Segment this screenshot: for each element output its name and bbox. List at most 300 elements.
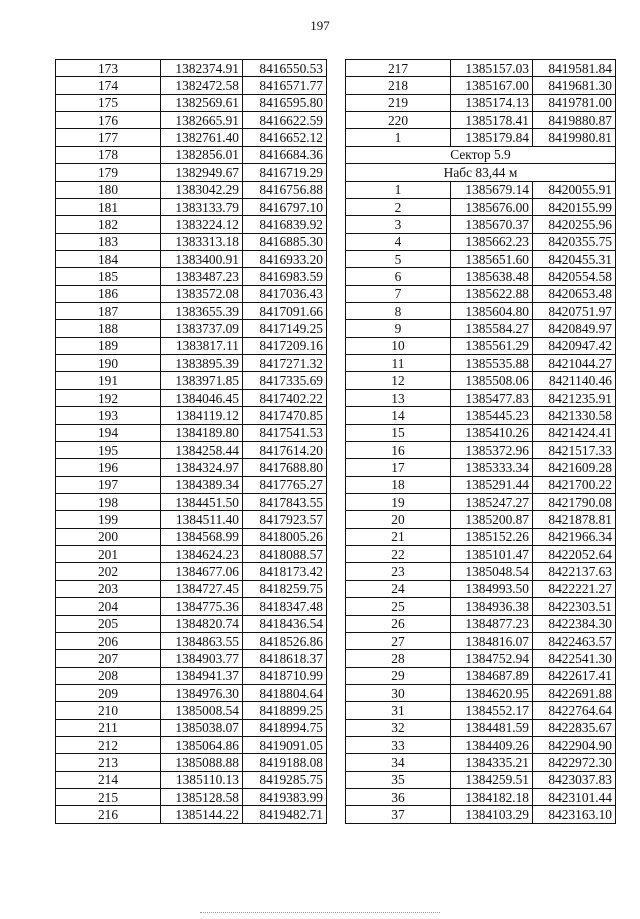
y-coordinate-cell: 8417402.22 [243,389,327,406]
table-row [56,598,327,615]
point-number-cell: 17 [346,459,451,476]
x-coordinate-cell: 1384182.18 [451,789,533,806]
point-number-cell: 200 [56,528,161,545]
table-row [56,372,327,389]
point-number-cell: 219 [346,94,451,111]
y-coordinate-cell: 8419091.05 [243,737,327,754]
x-coordinate-cell: 1382569.61 [161,94,243,111]
scan-artifact [200,912,440,915]
table-row [56,476,327,493]
x-coordinate-cell: 1385604.80 [451,303,533,320]
y-coordinate-cell: 8416719.29 [243,164,327,181]
x-coordinate-cell: 1385670.37 [451,216,533,233]
point-number-cell: 196 [56,459,161,476]
point-number-cell: 173 [56,60,161,77]
table-row [346,198,616,215]
x-coordinate-cell: 1384568.99 [161,528,243,545]
y-coordinate-cell: 8416839.92 [243,216,327,233]
x-coordinate-cell: 1384481.59 [451,719,533,736]
y-coordinate-cell: 8418173.42 [243,563,327,580]
x-coordinate-cell: 1384903.77 [161,650,243,667]
y-coordinate-cell: 8417843.55 [243,493,327,510]
x-coordinate-cell: 1384451.50 [161,493,243,510]
point-number-cell: 216 [56,806,161,823]
x-coordinate-cell: 1385200.87 [451,511,533,528]
y-coordinate-cell: 8422463.57 [533,632,616,649]
coordinates-table-right [345,59,616,824]
x-coordinate-cell: 1385048.54 [451,563,533,580]
x-coordinate-cell: 1383042.29 [161,181,243,198]
y-coordinate-cell: 8423101.44 [533,789,616,806]
point-number-cell: 34 [346,754,451,771]
x-coordinate-cell: 1384389.34 [161,476,243,493]
y-coordinate-cell: 8422052.64 [533,546,616,563]
table-row [56,60,327,77]
y-coordinate-cell: 8417036.43 [243,285,327,302]
table-row [346,424,616,441]
point-number-cell: 33 [346,737,451,754]
table-row [56,563,327,580]
table-row [56,285,327,302]
y-coordinate-cell: 8423163.10 [533,806,616,823]
point-number-cell: 188 [56,320,161,337]
point-number-cell: 179 [56,164,161,181]
y-coordinate-cell: 8421966.34 [533,528,616,545]
x-coordinate-cell: 1382665.91 [161,112,243,129]
y-coordinate-cell: 8421330.58 [533,407,616,424]
point-number-cell: 32 [346,719,451,736]
point-number-cell: 31 [346,702,451,719]
x-coordinate-cell: 1383487.23 [161,268,243,285]
y-coordinate-cell: 8419581.84 [533,60,616,77]
point-number-cell: 26 [346,615,451,632]
table-row [346,632,616,649]
y-coordinate-cell: 8421790.08 [533,493,616,510]
point-number-cell: 215 [56,789,161,806]
table-row [346,806,616,823]
table-row [56,250,327,267]
x-coordinate-cell: 1382761.40 [161,129,243,146]
y-coordinate-cell: 8423037.83 [533,771,616,788]
x-coordinate-cell: 1382374.91 [161,60,243,77]
point-number-cell: 189 [56,337,161,354]
x-coordinate-cell: 1385508.06 [451,372,533,389]
table-row [346,667,616,684]
y-coordinate-cell: 8421140.46 [533,372,616,389]
point-number-cell: 194 [56,424,161,441]
x-coordinate-cell: 1384941.37 [161,667,243,684]
x-coordinate-cell: 1385445.23 [451,407,533,424]
x-coordinate-cell: 1385167.00 [451,77,533,94]
table-row [346,771,616,788]
x-coordinate-cell: 1383572.08 [161,285,243,302]
point-number-cell: 10 [346,337,451,354]
y-coordinate-cell: 8421517.33 [533,441,616,458]
table-row [346,320,616,337]
point-number-cell: 21 [346,528,451,545]
table-row [346,268,616,285]
page-number: 197 [310,18,330,33]
point-number-cell: 11 [346,355,451,372]
table-row [346,407,616,424]
y-coordinate-cell: 8422691.88 [533,684,616,701]
point-number-cell: 27 [346,632,451,649]
table-row [56,580,327,597]
point-number-cell: 198 [56,493,161,510]
y-coordinate-cell: 8421878.81 [533,511,616,528]
table-row [56,615,327,632]
table-row [346,112,616,129]
table-row [346,285,616,302]
x-coordinate-cell: 1384552.17 [451,702,533,719]
y-coordinate-cell: 8419880.87 [533,112,616,129]
point-number-cell: 5 [346,250,451,267]
point-number-cell: 206 [56,632,161,649]
x-coordinate-cell: 1384258.44 [161,441,243,458]
y-coordinate-cell: 8419781.00 [533,94,616,111]
table-row [346,615,616,632]
y-coordinate-cell: 8421700.22 [533,476,616,493]
point-number-cell: 193 [56,407,161,424]
y-coordinate-cell: 8416595.80 [243,94,327,111]
x-coordinate-cell: 1384993.50 [451,580,533,597]
y-coordinate-cell: 8421044.27 [533,355,616,372]
table-row [346,737,616,754]
x-coordinate-cell: 1385101.47 [451,546,533,563]
point-number-cell: 185 [56,268,161,285]
point-number-cell: 190 [56,355,161,372]
y-coordinate-cell: 8417923.57 [243,511,327,528]
x-coordinate-cell: 1383400.91 [161,250,243,267]
x-coordinate-cell: 1385179.84 [451,129,533,146]
x-coordinate-cell: 1383224.12 [161,216,243,233]
x-coordinate-cell: 1385064.86 [161,737,243,754]
x-coordinate-cell: 1382856.01 [161,146,243,163]
y-coordinate-cell: 8416797.10 [243,198,327,215]
y-coordinate-cell: 8416571.77 [243,77,327,94]
point-number-cell: 9 [346,320,451,337]
x-coordinate-cell: 1384816.07 [451,632,533,649]
table-row [346,493,616,510]
y-coordinate-cell: 8417541.53 [243,424,327,441]
y-coordinate-cell: 8422972.30 [533,754,616,771]
point-number-cell: 184 [56,250,161,267]
y-coordinate-cell: 8420055.91 [533,181,616,198]
sector-subtitle: Набс 83,44 м [346,164,616,181]
table-row [346,476,616,493]
point-number-cell: 204 [56,598,161,615]
table-row [346,233,616,250]
y-coordinate-cell: 8416933.20 [243,250,327,267]
table-row [56,667,327,684]
y-coordinate-cell: 8422617.41 [533,667,616,684]
table-row [56,441,327,458]
y-coordinate-cell: 8420554.58 [533,268,616,285]
sector-title: Сектор 5.9 [346,146,616,163]
table-row [346,337,616,354]
y-coordinate-cell: 8419681.30 [533,77,616,94]
x-coordinate-cell: 1384335.21 [451,754,533,771]
table-row [346,719,616,736]
y-coordinate-cell: 8417209.16 [243,337,327,354]
point-number-cell: 191 [56,372,161,389]
table-row [56,632,327,649]
point-number-cell: 28 [346,650,451,667]
y-coordinate-cell: 8421609.28 [533,459,616,476]
x-coordinate-cell: 1385157.03 [451,60,533,77]
point-number-cell: 7 [346,285,451,302]
x-coordinate-cell: 1384409.26 [451,737,533,754]
x-coordinate-cell: 1384620.95 [451,684,533,701]
x-coordinate-cell: 1385561.29 [451,337,533,354]
y-coordinate-cell: 8418899.25 [243,702,327,719]
y-coordinate-cell: 8416684.36 [243,146,327,163]
y-coordinate-cell: 8418259.75 [243,580,327,597]
y-coordinate-cell: 8418710.99 [243,667,327,684]
point-number-cell: 183 [56,233,161,250]
table-row [56,771,327,788]
point-number-cell: 35 [346,771,451,788]
y-coordinate-cell: 8418804.64 [243,684,327,701]
table-row [346,511,616,528]
x-coordinate-cell: 1383737.09 [161,320,243,337]
point-number-cell: 19 [346,493,451,510]
table-row [56,459,327,476]
table-row [56,320,327,337]
x-coordinate-cell: 1382472.58 [161,77,243,94]
table-row [56,719,327,736]
table-row [56,233,327,250]
point-number-cell: 207 [56,650,161,667]
point-number-cell: 29 [346,667,451,684]
table-row [56,112,327,129]
y-coordinate-cell: 8417614.20 [243,441,327,458]
y-coordinate-cell: 8422384.30 [533,615,616,632]
table-row [346,303,616,320]
table-row [56,737,327,754]
point-number-cell: 36 [346,789,451,806]
point-number-cell: 18 [346,476,451,493]
x-coordinate-cell: 1385038.07 [161,719,243,736]
point-number-cell: 214 [56,771,161,788]
x-coordinate-cell: 1385651.60 [451,250,533,267]
table-row [56,337,327,354]
table-row [56,198,327,215]
y-coordinate-cell: 8422303.51 [533,598,616,615]
point-number-cell: 182 [56,216,161,233]
point-number-cell: 208 [56,667,161,684]
table-row [56,546,327,563]
point-number-cell: 209 [56,684,161,701]
point-number-cell: 218 [346,77,451,94]
point-number-cell: 15 [346,424,451,441]
x-coordinate-cell: 1384863.55 [161,632,243,649]
point-number-cell: 177 [56,129,161,146]
x-coordinate-cell: 1384189.80 [161,424,243,441]
point-number-cell: 30 [346,684,451,701]
point-number-cell: 186 [56,285,161,302]
x-coordinate-cell: 1385662.23 [451,233,533,250]
x-coordinate-cell: 1383313.18 [161,233,243,250]
table-row [56,511,327,528]
point-number-cell: 220 [346,112,451,129]
y-coordinate-cell: 8416983.59 [243,268,327,285]
table-row [346,598,616,615]
x-coordinate-cell: 1384976.30 [161,684,243,701]
table-row [346,528,616,545]
y-coordinate-cell: 8417765.27 [243,476,327,493]
x-coordinate-cell: 1385110.13 [161,771,243,788]
coordinates-table-left [55,59,327,824]
x-coordinate-cell: 1384877.23 [451,615,533,632]
table-row [56,650,327,667]
x-coordinate-cell: 1384752.94 [451,650,533,667]
x-coordinate-cell: 1385372.96 [451,441,533,458]
y-coordinate-cell: 8417149.25 [243,320,327,337]
table-row [346,60,616,77]
table-row [56,77,327,94]
y-coordinate-cell: 8419383.99 [243,789,327,806]
table-row [56,389,327,406]
point-number-cell: 203 [56,580,161,597]
y-coordinate-cell: 8416622.59 [243,112,327,129]
point-number-cell: 16 [346,441,451,458]
y-coordinate-cell: 8419188.08 [243,754,327,771]
y-coordinate-cell: 8419285.75 [243,771,327,788]
table-row [56,129,327,146]
point-number-cell: 24 [346,580,451,597]
point-number-cell: 14 [346,407,451,424]
point-number-cell: 2 [346,198,451,215]
point-number-cell: 195 [56,441,161,458]
y-coordinate-cell: 8420751.97 [533,303,616,320]
point-number-cell: 181 [56,198,161,215]
x-coordinate-cell: 1385144.22 [161,806,243,823]
x-coordinate-cell: 1384046.45 [161,389,243,406]
table-row [56,146,327,163]
table-row [346,389,616,406]
x-coordinate-cell: 1384624.23 [161,546,243,563]
y-coordinate-cell: 8417271.32 [243,355,327,372]
point-number-cell: 176 [56,112,161,129]
point-number-cell: 1 [346,129,451,146]
table-row [346,129,616,146]
point-number-cell: 197 [56,476,161,493]
table-row [56,216,327,233]
point-number-cell: 210 [56,702,161,719]
y-coordinate-cell: 8420455.31 [533,250,616,267]
y-coordinate-cell: 8417688.80 [243,459,327,476]
table-row [346,563,616,580]
table-row [56,303,327,320]
y-coordinate-cell: 8420155.99 [533,198,616,215]
sector-subtitle-row [346,164,616,181]
table-row [346,94,616,111]
point-number-cell: 174 [56,77,161,94]
x-coordinate-cell: 1385477.83 [451,389,533,406]
y-coordinate-cell: 8421235.91 [533,389,616,406]
table-row [346,459,616,476]
x-coordinate-cell: 1385676.00 [451,198,533,215]
x-coordinate-cell: 1384727.45 [161,580,243,597]
table-row [56,702,327,719]
x-coordinate-cell: 1385638.48 [451,268,533,285]
x-coordinate-cell: 1384687.89 [451,667,533,684]
table-row [56,493,327,510]
y-coordinate-cell: 8418005.26 [243,528,327,545]
table-row [56,181,327,198]
y-coordinate-cell: 8416652.12 [243,129,327,146]
x-coordinate-cell: 1383655.39 [161,303,243,320]
y-coordinate-cell: 8418088.57 [243,546,327,563]
x-coordinate-cell: 1384324.97 [161,459,243,476]
x-coordinate-cell: 1384511.40 [161,511,243,528]
x-coordinate-cell: 1385008.54 [161,702,243,719]
y-coordinate-cell: 8418436.54 [243,615,327,632]
x-coordinate-cell: 1384775.36 [161,598,243,615]
x-coordinate-cell: 1385584.27 [451,320,533,337]
table-row [346,754,616,771]
point-number-cell: 20 [346,511,451,528]
x-coordinate-cell: 1385535.88 [451,355,533,372]
y-coordinate-cell: 8420653.48 [533,285,616,302]
y-coordinate-cell: 8422541.30 [533,650,616,667]
y-coordinate-cell: 8419482.71 [243,806,327,823]
y-coordinate-cell: 8420849.97 [533,320,616,337]
table-row [346,441,616,458]
x-coordinate-cell: 1385152.26 [451,528,533,545]
y-coordinate-cell: 8420947.42 [533,337,616,354]
table-row [56,528,327,545]
point-number-cell: 22 [346,546,451,563]
point-number-cell: 1 [346,181,451,198]
table-row [346,77,616,94]
point-number-cell: 213 [56,754,161,771]
x-coordinate-cell: 1384677.06 [161,563,243,580]
x-coordinate-cell: 1383817.11 [161,337,243,354]
y-coordinate-cell: 8416756.88 [243,181,327,198]
x-coordinate-cell: 1385333.34 [451,459,533,476]
x-coordinate-cell: 1385088.88 [161,754,243,771]
point-number-cell: 178 [56,146,161,163]
table-row [346,546,616,563]
table-row [346,789,616,806]
point-number-cell: 217 [346,60,451,77]
table-row [346,372,616,389]
table-row [56,164,327,181]
point-number-cell: 187 [56,303,161,320]
x-coordinate-cell: 1383895.39 [161,355,243,372]
y-coordinate-cell: 8417091.66 [243,303,327,320]
point-number-cell: 23 [346,563,451,580]
point-number-cell: 6 [346,268,451,285]
x-coordinate-cell: 1383971.85 [161,372,243,389]
table-row [346,250,616,267]
table-row [56,424,327,441]
x-coordinate-cell: 1385128.58 [161,789,243,806]
y-coordinate-cell: 8417470.85 [243,407,327,424]
x-coordinate-cell: 1385178.41 [451,112,533,129]
x-coordinate-cell: 1385247.27 [451,493,533,510]
table-row [56,789,327,806]
y-coordinate-cell: 8418618.37 [243,650,327,667]
point-number-cell: 12 [346,372,451,389]
x-coordinate-cell: 1384103.29 [451,806,533,823]
y-coordinate-cell: 8419980.81 [533,129,616,146]
point-number-cell: 37 [346,806,451,823]
x-coordinate-cell: 1385622.88 [451,285,533,302]
point-number-cell: 25 [346,598,451,615]
